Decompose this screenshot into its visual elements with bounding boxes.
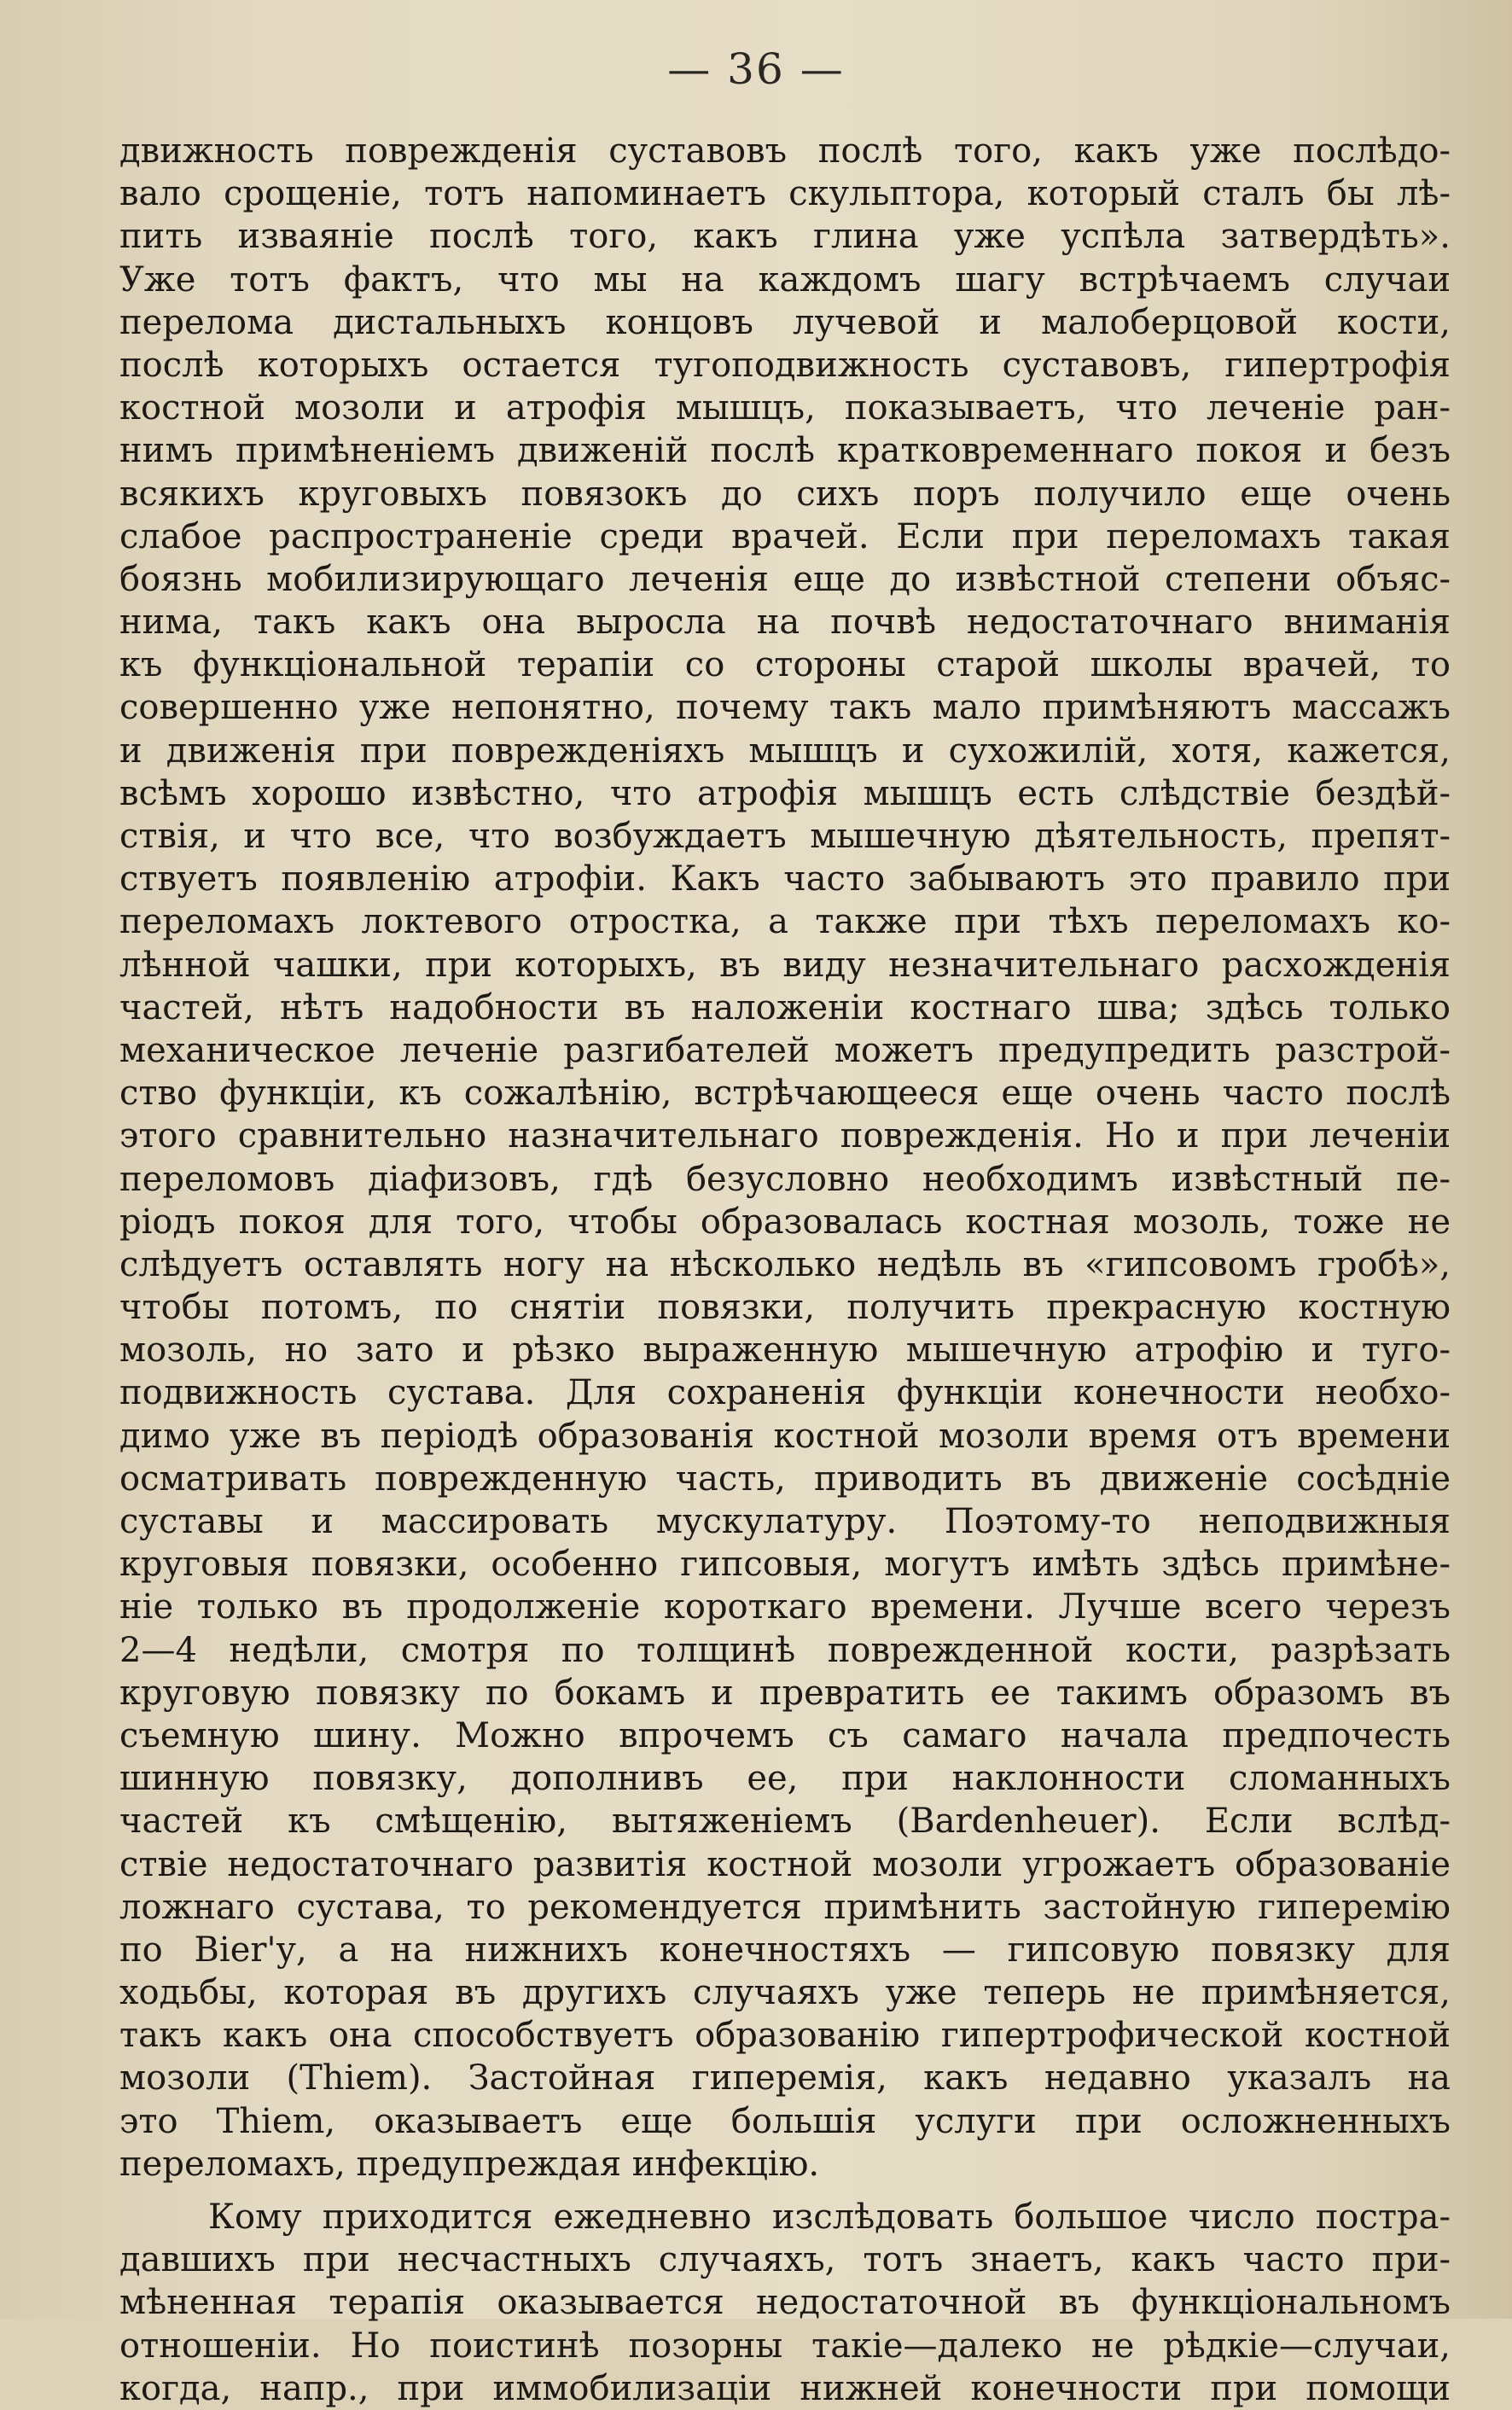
text-line: и движенія при поврежденіяхъ мышцъ и сухожилій, хотя, кажется,: [119, 731, 1451, 771]
text-line: димо уже въ періодѣ образованія костной мозоли время отъ времени: [119, 1416, 1451, 1456]
text-line: чтобы потомъ, по снятіи повязки, получить прекрасную костную: [119, 1288, 1451, 1328]
paragraph-gap: [119, 2186, 1451, 2196]
text-line: нима, такъ какъ она выросла на почвѣ недостаточнаго вниманія: [119, 602, 1451, 643]
text-line: мѣненная терапія оказывается недостаточной въ функціональномъ: [119, 2283, 1451, 2323]
text-line: шинную повязку, дополнивъ ее, при наклонности сломанныхъ: [119, 1759, 1451, 1799]
text-line: костной мозоли и атрофія мышцъ, показываетъ, что леченіе ран-: [119, 388, 1451, 428]
text-line: мозоли (Thiem). Застойная гиперемія, какъ недавно указалъ на: [119, 2058, 1451, 2099]
text-line: съемную шину. Можно впрочемъ съ самаго начала предпочесть: [119, 1715, 1451, 1755]
text-line: осматривать поврежденную часть, приводить въ движеніе сосѣдніе: [119, 1458, 1451, 1499]
text-line: переломахъ локтевого отростка, а также при тѣхъ переломахъ ко-: [119, 902, 1451, 942]
text-line: круговую повязку по бокамъ и превратить ее такимъ образомъ въ: [119, 1673, 1451, 1713]
text-line: къ функціональной терапіи со стороны старой школы врачей, то: [119, 645, 1451, 685]
text-line: пить изваяніе послѣ того, какъ глина уже успѣла затвердѣть».: [119, 217, 1451, 257]
text-line: давшихъ при несчастныхъ случаяхъ, тотъ знаетъ, какъ часто при-: [119, 2240, 1451, 2280]
text-line: движность поврежденія суставовъ послѣ того, какъ уже послѣдо-: [119, 131, 1451, 171]
text-line: ствія, и что все, что возбуждаетъ мышечную дѣятельность, препят-: [119, 817, 1451, 856]
text-line: когда, напр., при иммобилизаціи нижней конечности при помощи: [119, 2368, 1451, 2408]
text-line: частей къ смѣщенію, вытяженіемъ (Bardenheuer). Если вслѣд-: [119, 1802, 1451, 1842]
text-line: частей, нѣтъ надобности въ наложеніи костнаго шва; здѣсь только: [119, 987, 1451, 1027]
text-line: лѣнной чашки, при которыхъ, въ виду незначительнаго расхожденія: [119, 945, 1451, 985]
text-line: Уже тотъ фактъ, что мы на каждомъ шагу встрѣчаемъ случаи: [119, 259, 1451, 300]
text-line: совершенно уже непонятно, почему такъ мало примѣняютъ массажъ: [119, 688, 1451, 728]
text-line: это Thiem, оказываетъ еще большія услуги при осложненныхъ: [119, 2101, 1451, 2141]
text-line: ходьбы, которая въ другихъ случаяхъ уже теперь не примѣняется,: [119, 1973, 1451, 2013]
text-line: ніе только въ продолженіе короткаго времени. Лучше всего черезъ: [119, 1587, 1451, 1627]
text-line: суставы и массировать мускулатуру. Поэтому-то неподвижныя: [119, 1502, 1451, 1541]
text-line: нимъ примѣненіемъ движеній послѣ кратковременнаго покоя и безъ: [119, 431, 1451, 471]
text-line: ложнаго сустава, то рекомендуется примѣнить застойную гиперемію: [119, 1887, 1451, 1927]
text-line: ствуетъ появленію атрофіи. Какъ часто забываютъ это правило при: [119, 859, 1451, 899]
text-line: подвижность сустава. Для сохраненія функціи конечности необхо-: [119, 1373, 1451, 1413]
text-line: Кому приходится ежедневно изслѣдовать большое число постра-: [208, 2198, 1451, 2237]
body-text: [119, 130, 1451, 2410]
text-line: переломахъ, предупреждая инфекцію.: [119, 2144, 820, 2184]
text-line: ство функціи, къ сожалѣнію, встрѣчающееся еще очень часто послѣ: [119, 1074, 1451, 1114]
text-line: этого сравнительно назначительнаго поврежденія. Но и при леченіи: [119, 1116, 1451, 1156]
text-line: по Bier'у, а на нижнихъ конечностяхъ — гипсовую повязку для: [119, 1930, 1451, 1970]
text-line: ствіе недостаточнаго развитія костной мозоли угрожаетъ образованіе: [119, 1844, 1451, 1884]
text-line: переломовъ діафизовъ, гдѣ безусловно необходимъ извѣстный пе-: [119, 1159, 1451, 1199]
paragraph-2: [119, 2196, 1451, 2410]
paragraph-1: [119, 130, 1451, 2186]
text-line: 2—4 недѣли, смотря по толщинѣ поврежденной кости, разрѣзать: [119, 1630, 1451, 1670]
text-line: вало срощеніе, тотъ напоминаетъ скульптора, который сталъ бы лѣ-: [119, 174, 1451, 214]
text-line: перелома дистальныхъ концовъ лучевой и малоберцовой кости,: [119, 302, 1451, 342]
text-line: всѣмъ хорошо извѣстно, что атрофія мышцъ есть слѣдствіе бездѣй-: [119, 773, 1451, 813]
text-line: отношеніи. Но поистинѣ позорны такіе—далеко не рѣдкіе—случаи,: [119, 2326, 1451, 2366]
text-line: послѣ которыхъ остается тугоподвижность суставовъ, гипертрофія: [119, 345, 1451, 385]
page-number: — 36 —: [667, 44, 845, 94]
text-line: слабое распространеніе среди врачей. Если при переломахъ такая: [119, 516, 1451, 556]
text-line: такъ какъ она способствуетъ образованію гипертрофической костной: [119, 2016, 1451, 2056]
text-line: ріодъ покоя для того, чтобы образовалась костная мозоль, тоже не: [119, 1202, 1451, 1242]
text-line: слѣдуетъ оставлять ногу на нѣсколько недѣль въ «гипсовомъ гробѣ»,: [119, 1244, 1451, 1284]
text-line: механическое леченіе разгибателей можетъ предупредить разстрой-: [119, 1030, 1451, 1070]
text-line: боязнь мобилизирующаго леченія еще до извѣстной степени объяс-: [119, 559, 1451, 599]
text-line: всякихъ круговыхъ повязокъ до сихъ поръ получило еще очень: [119, 474, 1451, 514]
text-line: мозоль, но зато и рѣзко выраженную мышечную атрофію и туго-: [119, 1330, 1451, 1371]
text-line: круговыя повязки, особенно гипсовыя, могутъ имѣть здѣсь примѣне-: [119, 1545, 1451, 1585]
